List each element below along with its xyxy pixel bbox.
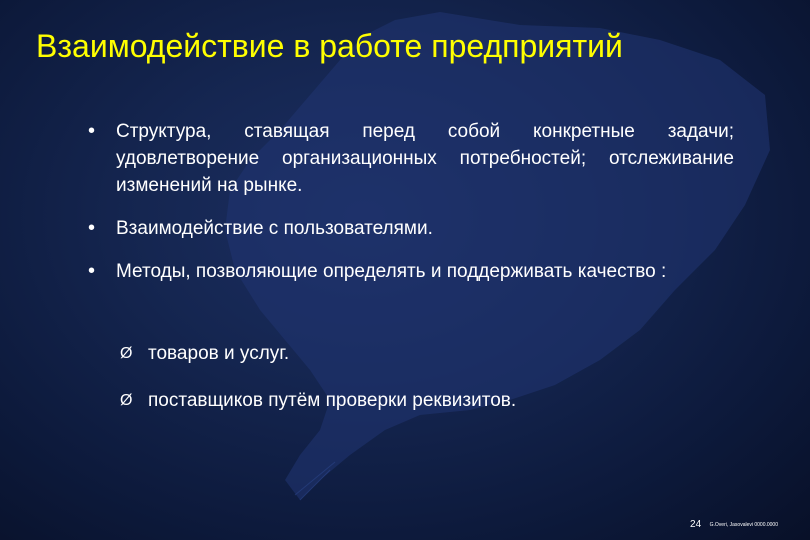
bullet-list <box>88 118 734 301</box>
arrow-bullet-icon: Ø <box>120 392 133 409</box>
footer-note: G.Overi, Jasovalevi 0000.0000 <box>709 522 778 528</box>
sub-bullet-text: поставщиков путём проверки реквизитов. <box>148 390 517 411</box>
bullet-text: Структура, ставящая перед собой конкретные задачи; удовлетворение организационных потребностей; отслеживание изменений на рынке. <box>116 121 734 196</box>
bullet-dot-icon: • <box>88 217 96 239</box>
sub-bullet-list <box>120 340 516 434</box>
sub-bullet-text: товаров и услуг. <box>148 343 290 364</box>
bullet-item <box>88 118 734 199</box>
sub-bullet-item <box>120 340 516 367</box>
sub-bullet-item <box>120 387 516 414</box>
bullet-text: Методы, позволяющие определять и поддерживать качество : <box>116 261 667 282</box>
bullet-item <box>88 258 734 285</box>
bullet-dot-icon: • <box>88 260 96 282</box>
slide-title: Взаимодействие в работе предприятий <box>36 28 623 64</box>
bullet-item <box>88 215 734 242</box>
page-number: 24 <box>690 519 702 530</box>
bullet-text: Взаимодействие с пользователями. <box>116 218 433 239</box>
bullet-dot-icon: • <box>88 120 96 142</box>
arrow-bullet-icon: Ø <box>120 345 133 362</box>
slide-footer <box>690 514 778 532</box>
